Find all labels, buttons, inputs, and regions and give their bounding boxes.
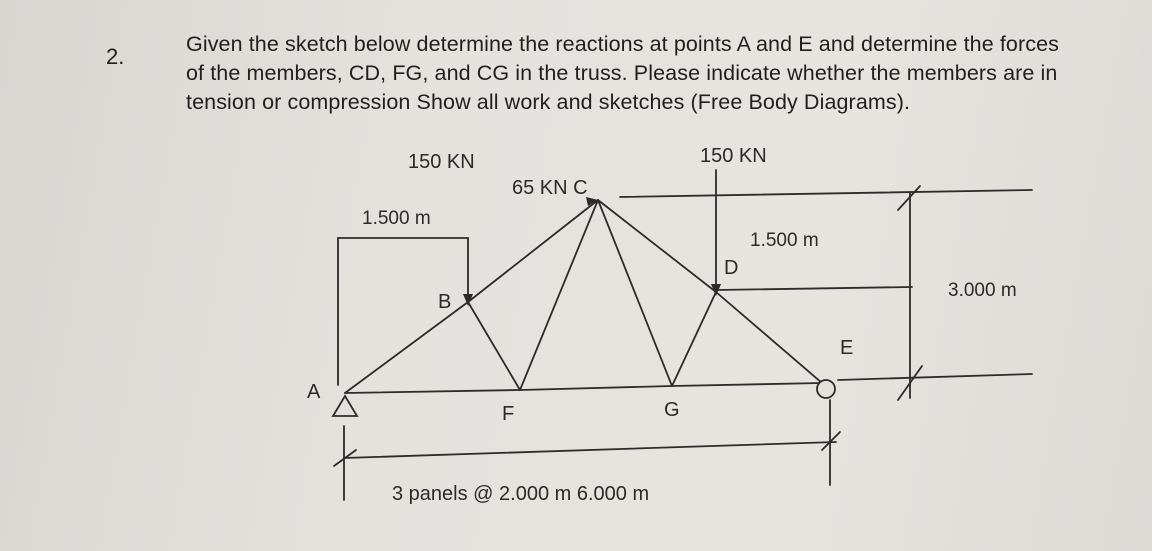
support-a-pin: [333, 396, 357, 416]
span-line: [344, 442, 836, 458]
member-ab: [345, 302, 468, 393]
support-e-roller: [817, 380, 835, 398]
dim-label-total-height: 3.000 m: [948, 280, 1017, 301]
tick-right-top: [898, 186, 920, 210]
member-dg: [672, 292, 716, 386]
node-label-b: B: [438, 291, 452, 313]
node-label-f: F: [502, 403, 515, 425]
span-slash-right: [822, 432, 840, 450]
member-cf: [520, 200, 598, 390]
node-label-d: D: [724, 257, 739, 279]
load-label-b: 150 KN: [408, 151, 475, 173]
dim-label-right-height: 1.500 m: [750, 230, 819, 251]
dim-label-left-height: 1.500 m: [362, 208, 431, 229]
member-bf: [468, 302, 520, 390]
node-label-e: E: [840, 337, 854, 359]
node-label-a: A: [307, 381, 321, 403]
load-label-d: 150 KN: [700, 145, 767, 167]
dim-label-span: 3 panels @ 2.000 m 6.000 m: [392, 483, 650, 505]
load-label-c: 65 KN C: [512, 177, 588, 199]
member-de: [716, 292, 822, 383]
member-bc: [468, 200, 598, 302]
member-fg: [520, 386, 672, 390]
dim-line-top-right: [620, 190, 1032, 197]
member-af: [345, 390, 520, 393]
question-number: 2.: [106, 44, 125, 69]
node-label-g: G: [664, 399, 680, 421]
dim-line-mid-right: [716, 287, 912, 290]
question-text: Given the sketch below determine the reactions at points A and E and determine the forces of the members, CD, FG, and CG in the truss. Please indicate whether the members are in tension or compression Show all work and sketches (Free Body Diagrams).: [186, 32, 1059, 114]
dim-line-bottom-right: [838, 374, 1032, 380]
member-ge: [672, 383, 822, 386]
